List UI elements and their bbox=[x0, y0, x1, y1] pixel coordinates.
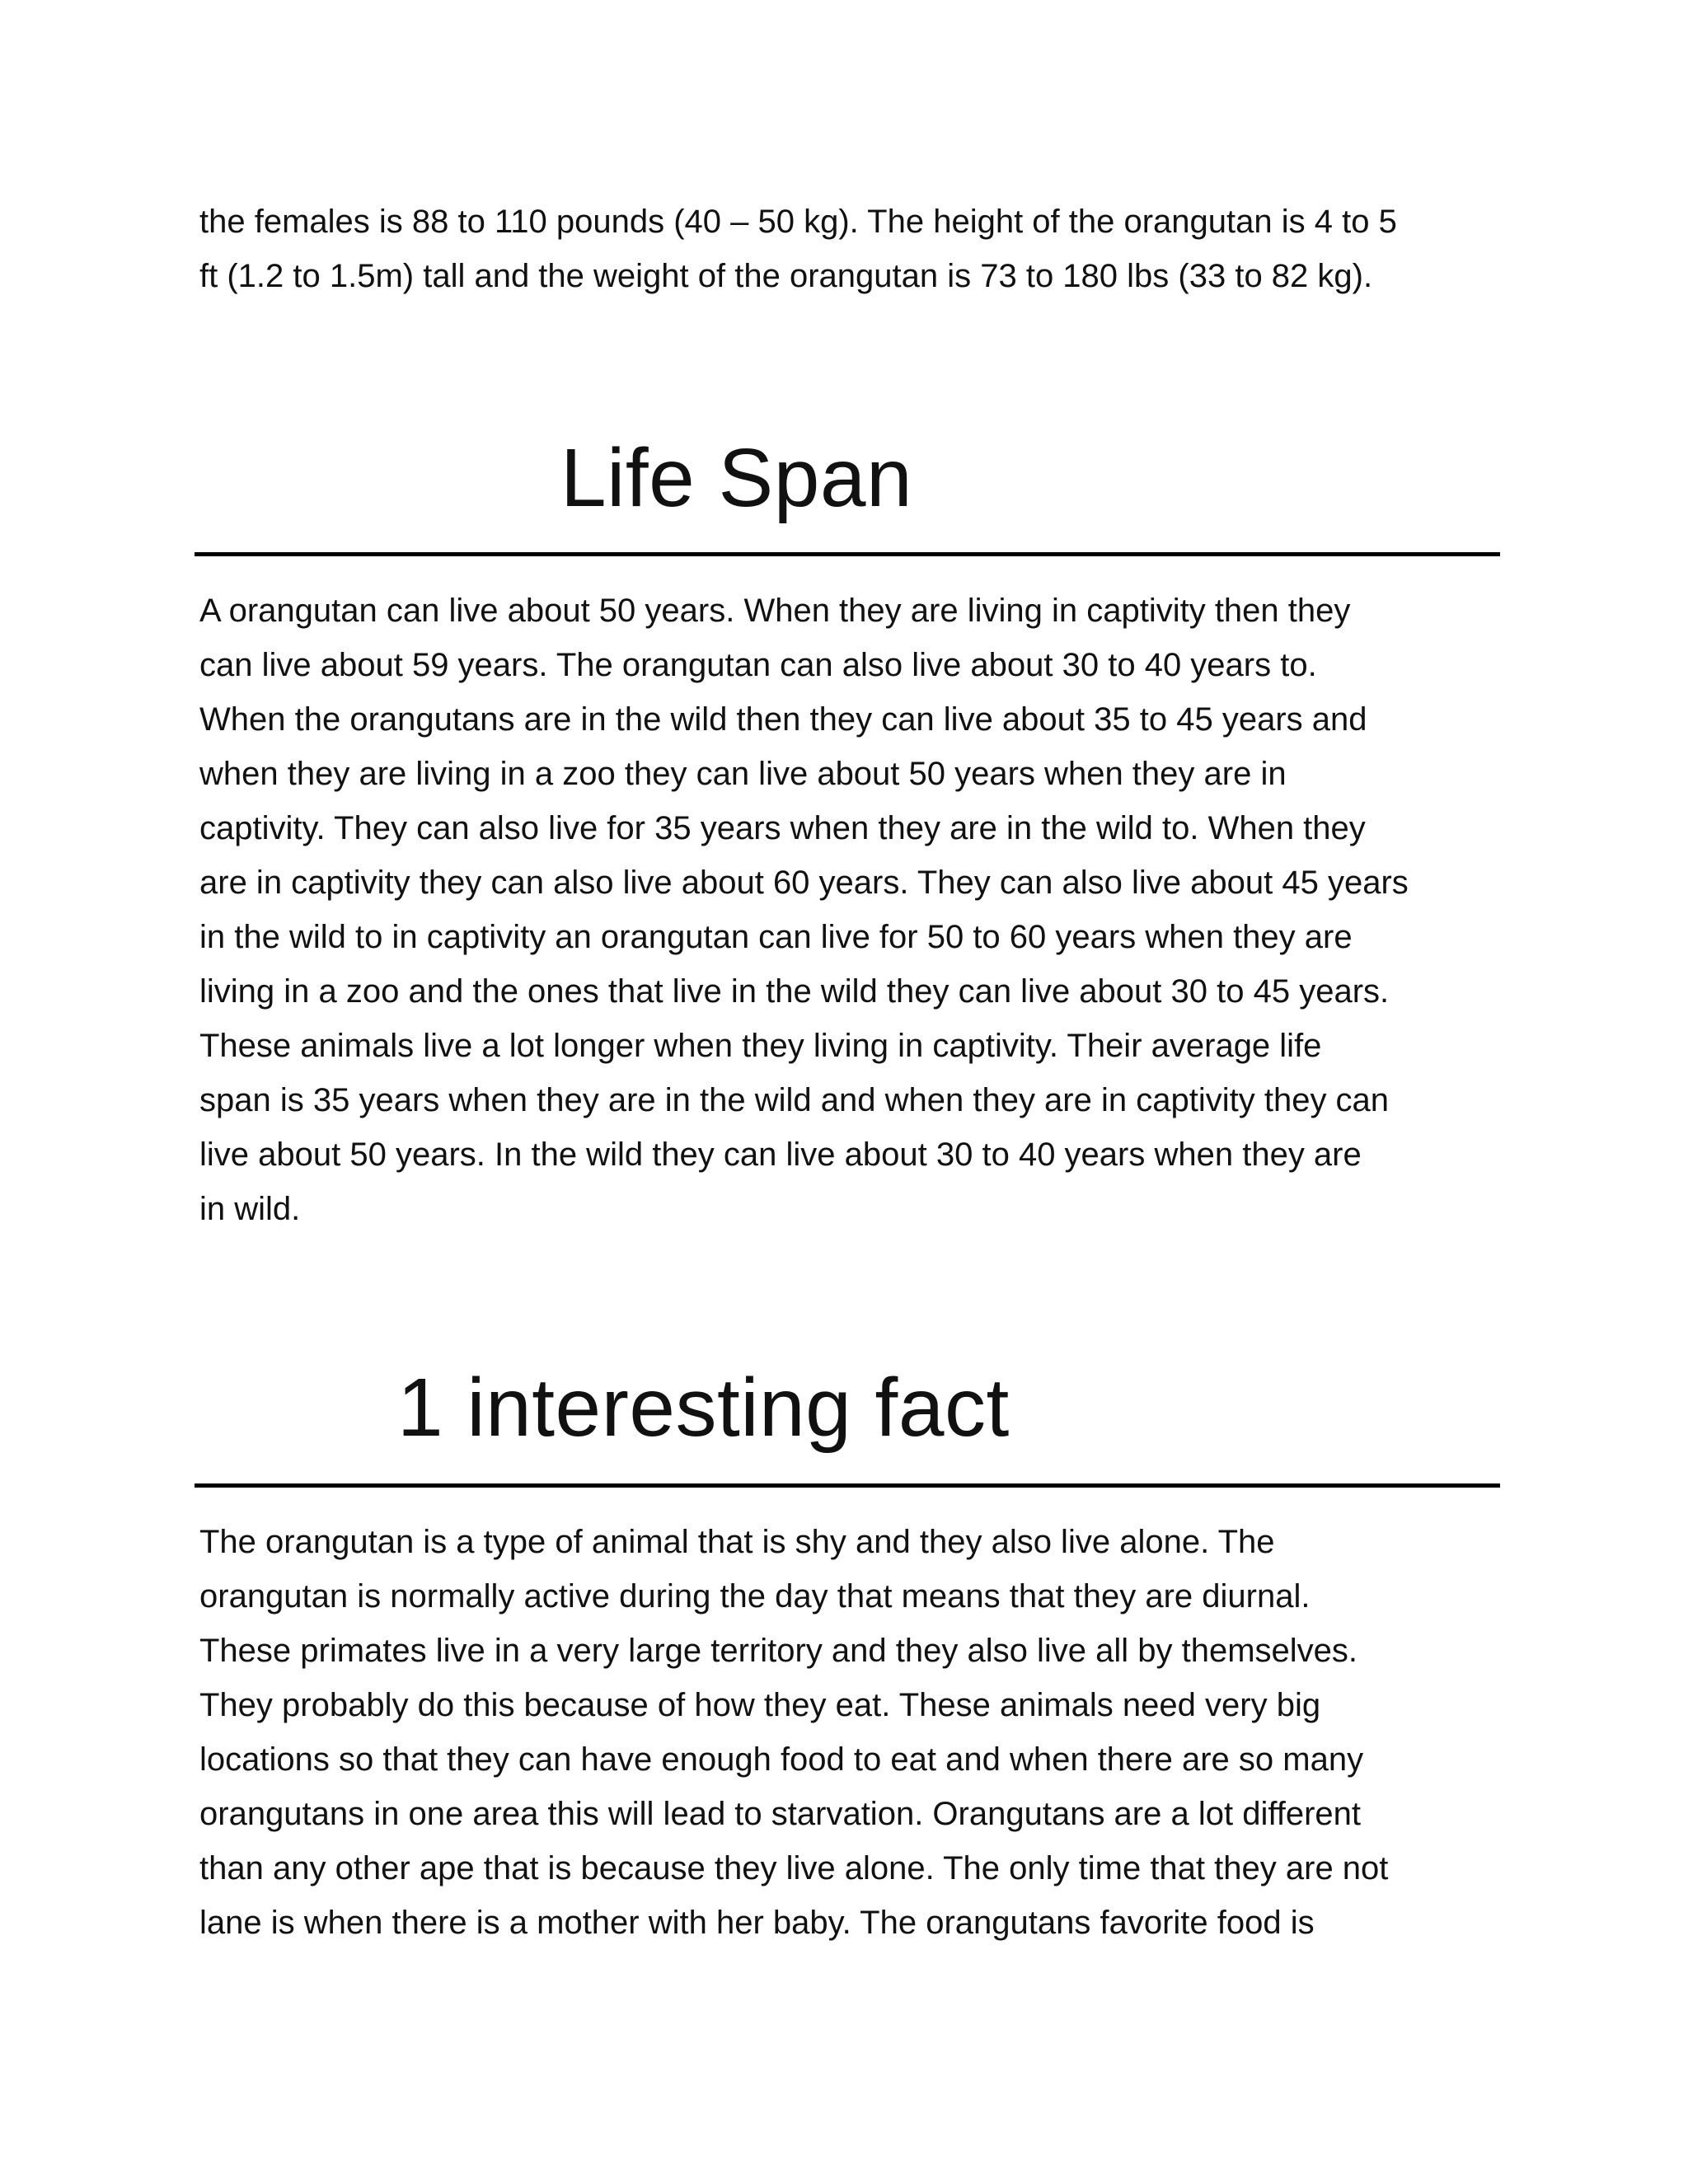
paragraph-line: They probably do this because of how they eat. These animals need very big bbox=[199, 1687, 1321, 1723]
paragraph-line: locations so that they can have enough food to eat and when there are so many bbox=[199, 1741, 1364, 1778]
interesting-fact-paragraph bbox=[199, 1515, 1502, 1950]
paragraph-line: than any other ape that is because they live alone. The only time that they are not bbox=[199, 1850, 1389, 1886]
paragraph-line: These primates live in a very large territory and they also live all by themselves. bbox=[199, 1633, 1358, 1669]
life-span-heading: Life Span bbox=[560, 432, 913, 524]
heading-divider bbox=[195, 1483, 1500, 1488]
paragraph-line: The orangutan is a type of animal that is shy and they also live alone. The bbox=[199, 1524, 1275, 1560]
paragraph-line: captivity. They can also live for 35 years when they are in the wild to. When they bbox=[199, 810, 1366, 846]
paragraph-line: are in captivity they can also live about 60 years. They can also live about 45 years bbox=[199, 865, 1409, 901]
paragraph-line: ft (1.2 to 1.5m) tall and the weight of the orangutan is 73 to 180 lbs (33 to 82 kg). bbox=[199, 258, 1373, 294]
intro-paragraph bbox=[199, 194, 1502, 303]
paragraph-line: These animals live a lot longer when they living in captivity. Their average life bbox=[199, 1028, 1322, 1064]
paragraph-line: the females is 88 to 110 pounds (40 – 50 kg). The height of the orangutan is 4 to 5 bbox=[199, 204, 1397, 240]
paragraph-line: When the orangutans are in the wild then they can live about 35 to 45 years and bbox=[199, 701, 1367, 738]
paragraph-line: live about 50 years. In the wild they can live about 30 to 40 years when they are bbox=[199, 1137, 1362, 1173]
paragraph-line: can live about 59 years. The orangutan can also live about 30 to 40 years to. bbox=[199, 647, 1317, 683]
paragraph-line: in wild. bbox=[199, 1191, 301, 1227]
life-span-paragraph bbox=[199, 583, 1502, 1236]
paragraph-line: orangutans in one area this will lead to starvation. Orangutans are a lot different bbox=[199, 1796, 1362, 1832]
interesting-fact-heading: 1 interesting fact bbox=[397, 1361, 1010, 1454]
paragraph-line: when they are living in a zoo they can live about 50 years when they are in bbox=[199, 756, 1287, 792]
paragraph-line: living in a zoo and the ones that live in the wild they can live about 30 to 45 years. bbox=[199, 973, 1390, 1010]
paragraph-line: span is 35 years when they are in the wild and when they are in captivity they can bbox=[199, 1082, 1390, 1118]
paragraph-line: lane is when there is a mother with her baby. The orangutans favorite food is bbox=[199, 1905, 1315, 1941]
paragraph-line: in the wild to in captivity an orangutan can live for 50 to 60 years when they are bbox=[199, 919, 1353, 955]
paragraph-line: orangutan is normally active during the day that means that they are diurnal. bbox=[199, 1578, 1311, 1615]
heading-divider bbox=[195, 552, 1500, 556]
paragraph-line: A orangutan can live about 50 years. When they are living in captivity then they bbox=[199, 593, 1351, 629]
